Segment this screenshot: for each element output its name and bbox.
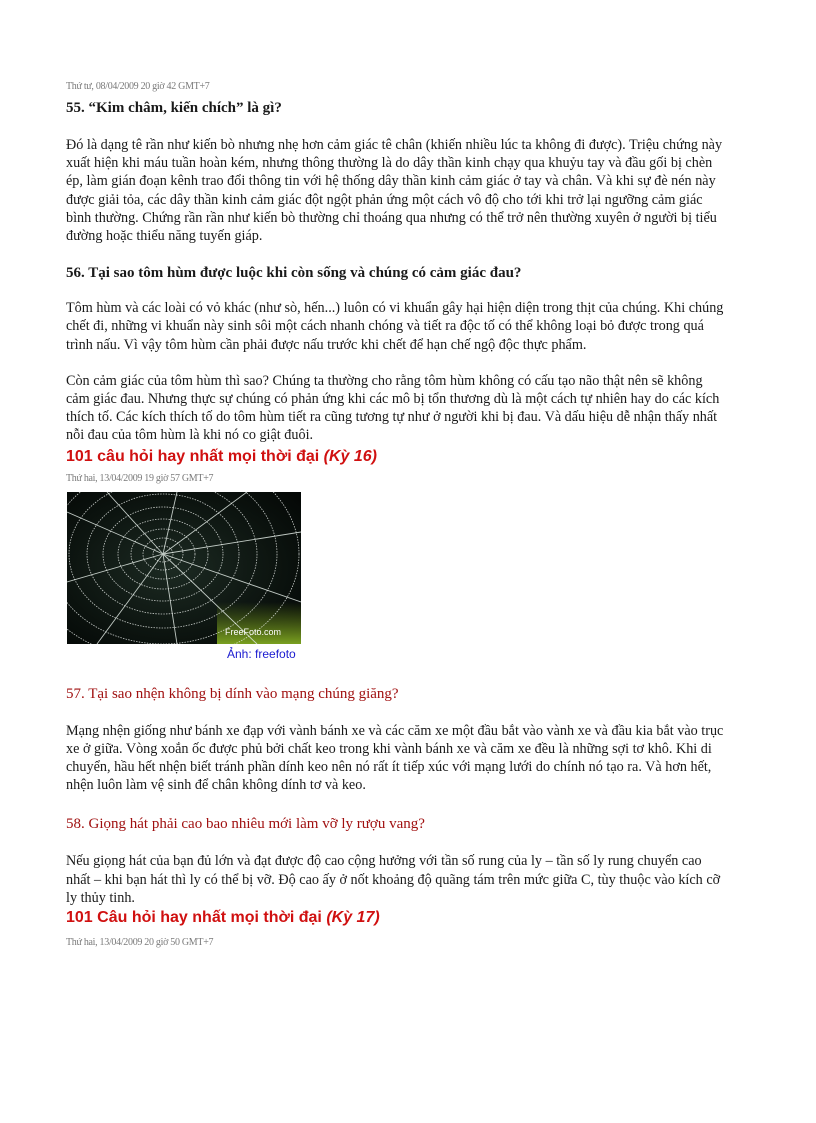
series-title: 101 câu hỏi hay nhất mọi thời đại (66, 447, 320, 465)
answer-paragraph: Mạng nhện giống như bánh xe đạp với vành bánh xe và các căm xe một đầu bắt vào vành xe và đầu kia bắt vào trục xe ở giữa. Vòng xoắn ốc được phủ bởi chất keo trong khi vành bánh xe và căm xe đều là những sợi tơ khô. Khi di chuyển, hầu hết nhện biết tránh phần dính keo nên nó rất ít tiếp xúc với mạng lưới do chính nó tạo ra. Và hơn hết, nhện luôn làm vệ sinh để chân không dính tơ và keo. (66, 722, 724, 794)
series-issue: (Kỳ 16) (323, 447, 378, 465)
series-title: 101 Câu hỏi hay nhất mọi thời đại (66, 909, 322, 927)
question-title: 57. Tại sao nhện không bị dính vào mạng chúng giăng? (66, 685, 399, 702)
answer-paragraph: Còn cảm giác của tôm hùm thì sao? Chúng ta thường cho rằng tôm hùm không có cấu tạo não thật nên sẽ không cảm giác đau. Nhưng thực sự chúng có phản ứng khi các mô bị tổn thương dù là một cách tự nhiên hay do các kích thích tố. Các kích thích tố do tôm hùm tiết ra cũng tương tự như ở người khi bị đau. Và dấu hiệu dễ nhận thấy nhất nỗi đau của tôm hùm là khi nó co giật đuôi. (66, 372, 720, 444)
timestamp: Thứ tư, 08/04/2009 20 giờ 42 GMT+7 (66, 81, 210, 92)
document-page (66, 80, 726, 950)
spider-web-photo (67, 492, 301, 644)
question-title: 55. “Kim châm, kiến chích” là gì? (66, 100, 282, 116)
timestamp: Thứ hai, 13/04/2009 20 giờ 50 GMT+7 (66, 937, 214, 949)
series-heading[interactable] (66, 908, 726, 928)
photo-watermark: FreeFoto.com (225, 626, 282, 637)
question-title: 58. Giọng hát phải cao bao nhiêu mới làm vỡ ly rượu vang? (66, 816, 425, 833)
answer-paragraph: Nếu giọng hát của bạn đủ lớn và đạt được độ cao cộng hưởng với tần số rung của ly – tần số ly rung chuyển cao nhất – khi bạn hát thì ly có thể bị vỡ. Độ cao ấy ở nốt khoảng độ quãng tám trên mức giữa C, tùy thuộc vào kích cỡ ly thủy tinh. (66, 853, 721, 906)
question-title: 56. Tại sao tôm hùm được luộc khi còn sống và chúng có cảm giác đau? (66, 265, 522, 282)
answer-paragraph: Đó là dạng tê rần như kiến bò nhưng nhẹ hơn cảm giác tê chân (khiến nhiều lúc ta không đi được). Triệu chứng này xuất hiện khi máu tuần hoàn kém, nhưng thông thường là do dây thần kinh chạy qua khuỷu tay và đầu gối bị chèn ép, làm gián đoạn kênh trao đổi thông tin với hệ thống dây thần kinh cảm giác ở tay và chân. Và khi sự đè nén này được giải tỏa, các dây thần kinh cảm giác đột ngột phản ứng một cách vô độ cho tới khi trở lại ngưỡng cảm giác bình thường. Chứng rần rần như kiến bò thường chỉ thoáng qua nhưng có thể trở nên thường xuyên ở người bị tiểu đường hoặc thiểu năng tuyến giáp. (66, 137, 723, 245)
series-heading[interactable] (66, 447, 726, 467)
timestamp: Thứ hai, 13/04/2009 19 giờ 57 GMT+7 (66, 472, 214, 484)
photo-caption: Ảnh: freefoto (227, 646, 296, 661)
series-issue: (Kỳ 17) (326, 909, 380, 927)
answer-paragraph: Tôm hùm và các loài có vỏ khác (như sò, hến...) luôn có vi khuẩn gây hại hiện diện trong thịt của chúng. Khi chúng chết đi, những vi khuẩn này sinh sôi một cách nhanh chóng và tiết ra độc tố có thể không loại bỏ được trong quá trình nấu. Vì vậy tôm hùm cần phải được nấu trước khi chết để hạn chế ngộ độc thực phẩm. (66, 300, 724, 353)
